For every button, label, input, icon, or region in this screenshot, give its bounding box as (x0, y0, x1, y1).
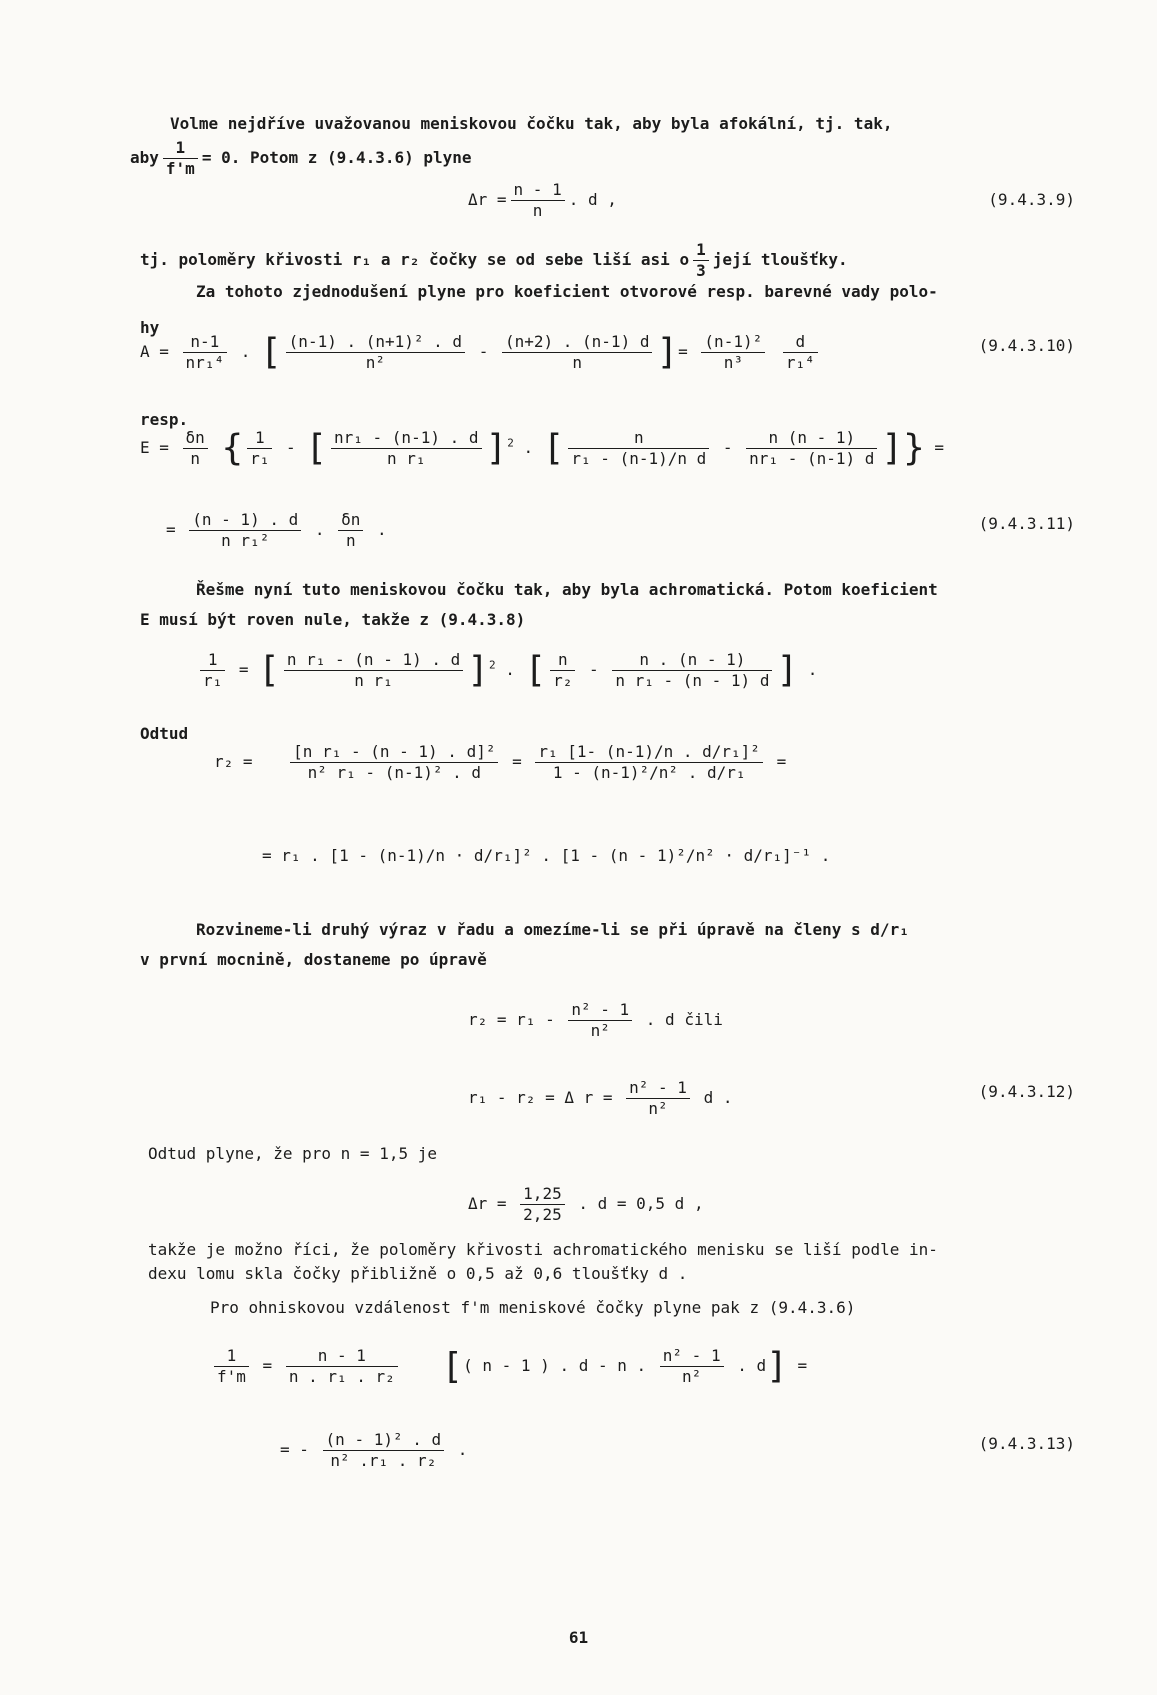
equation-r2-part-2: = r₁ . [1 - (n-1)/n · d/r₁]² . [1 - (n - 1)²/n² · d/r₁]⁻¹ . (262, 846, 831, 865)
paragraph-6: Odtud plyne, že pro n = 1,5 je (148, 1144, 437, 1163)
paragraph-4-line-1: Řešme nyní tuto meniskovou čočku tak, aby byla achromatická. Potom koeficient (196, 580, 938, 599)
equation-label-9-4-3-11: (9.4.3.11) (978, 514, 1075, 533)
equation-label-9-4-3-12: (9.4.3.12) (978, 1082, 1075, 1101)
equation-9-4-3-10: A = $\frac{n-1}{\text{nr₁⁴}}$ . [ $\frac{\text{(n-1) . (n+1)² . d}}{\text{n²}}$ - $\frac{(n+2) . (n-1) d}{n}$ ]= $\frac{\text{(n-1)²}}{\text{n³}}$ $\frac{d}{\text{r₁⁴}}$ (140, 332, 822, 373)
equation-r2-part-1: r₂ = $\frac{\text{[n r₁ - (n - 1) . d]²}}{\text{n² r₁ - (n-1)² . d}}$ = $\frac{\text{r₁ [1- (n-1)/n . d/r₁]²}}{\text{1 - (n-1)²/n² . d/r₁}}$ = (214, 742, 787, 782)
paragraph-3-line-2: hy (140, 318, 160, 337)
paragraph-3-line-1: Za tohoto zjednodušení plyne pro koeficient otvorové resp. barevné vady polo- (196, 282, 938, 301)
equation-9-4-3-13-part-2: = - $\frac{\text{(n - 1)² . d}}{\text{n² .r₁ . r₂}}$ . (280, 1430, 468, 1470)
paragraph-2: tj. poloměry křivosti r₁ a r₂ čočky se od sebe liší asi o $\frac{1}{3}$ její tloušťky. (140, 240, 848, 280)
equation-achromatic-condition: $\frac{1}{\text{r₁}}$ = [ $\frac{\text{n r₁ - (n - 1) . d}}{\text{n r₁}}$ ]$^2$ . [ $\frac{n}{\text{r₂}}$ - $\frac{n . (n - 1)}{\text{n r₁ - (n - 1) d}}$ ] . (196, 650, 817, 691)
paragraph-8: Pro ohniskovou vzdálenost f'm meniskové čočky plyne pak z (9.4.3.6) (210, 1298, 856, 1317)
equation-r2-approx: r₂ = r₁ - $\frac{\text{n² - 1}}{\text{n²}}$ . d čili (468, 1000, 723, 1040)
equation-9-4-3-13-part-1: $\frac{1}{f'm}$ = $\frac{n - 1}{\text{n . r₁ . r₂}}$ [( n - 1 ) . d - n . $\frac{\text{n² - 1}}{\text{n²}}$ . d] = (210, 1346, 807, 1387)
equation-9-4-3-12: r₁ - r₂ = Δ r = $\frac{\text{n² - 1}}{\text{n²}}$ d . (468, 1078, 733, 1118)
paragraph-7-line-1: takže je možno říci, že poloměry křivosti achromatického menisku se liší podle in- (148, 1240, 938, 1259)
equation-label-9-4-3-9: (9.4.3.9) (988, 190, 1075, 209)
equation-delta-r-value: Δr = $\frac{1,25}{2,25}$ . d = 0,5 d , (468, 1184, 704, 1224)
equation-9-4-3-11-part-1: E = $\frac{\delta n}{n}$ { $\frac{1}{\text{r₁}}$ - [ $\frac{\text{nr₁ - (n-1) . d}}{\text{n r₁}}$ ]$^2$ . [ $\frac{n}{\text{r₁ - (n-1)/n d}}$ - $\frac{n (n - 1)}{\text{nr₁ - (n-1) d}}$ ]} = (140, 427, 945, 469)
paragraph-1-line-2: aby $\frac{1}{f'm}$ = 0. Potom z (9.4.3.6) plyne (130, 138, 472, 178)
equation-9-4-3-9: Δr = $\frac{n - 1}{n}$ . d , (468, 180, 617, 220)
paragraph-5-line-2: v první mocnině, dostaneme po úpravě (140, 950, 487, 969)
odtud-label: Odtud (140, 724, 189, 743)
equation-label-9-4-3-10: (9.4.3.10) (978, 336, 1075, 355)
equation-9-4-3-11-part-2: = $\frac{(n - 1) . d}{\text{n r₁²}}$ . $\frac{\delta n}{n}$ . (166, 510, 387, 550)
paragraph-1-line-1: Volme nejdříve uvažovanou meniskovou čočku tak, aby byla afokální, tj. tak, (170, 114, 893, 133)
resp-label: resp. (140, 410, 189, 429)
paragraph-5-line-1: Rozvineme-li druhý výraz v řadu a omezíme-li se při úpravě na členy s d/r₁ (196, 920, 909, 939)
paragraph-4-line-2: E musí být roven nule, takže z (9.4.3.8) (140, 610, 526, 629)
equation-label-9-4-3-13: (9.4.3.13) (978, 1434, 1075, 1453)
paragraph-7-line-2: dexu lomu skla čočky přibližně o 0,5 až 0,6 tloušťky d . (148, 1264, 688, 1283)
page-number: 61 (568, 1628, 589, 1647)
